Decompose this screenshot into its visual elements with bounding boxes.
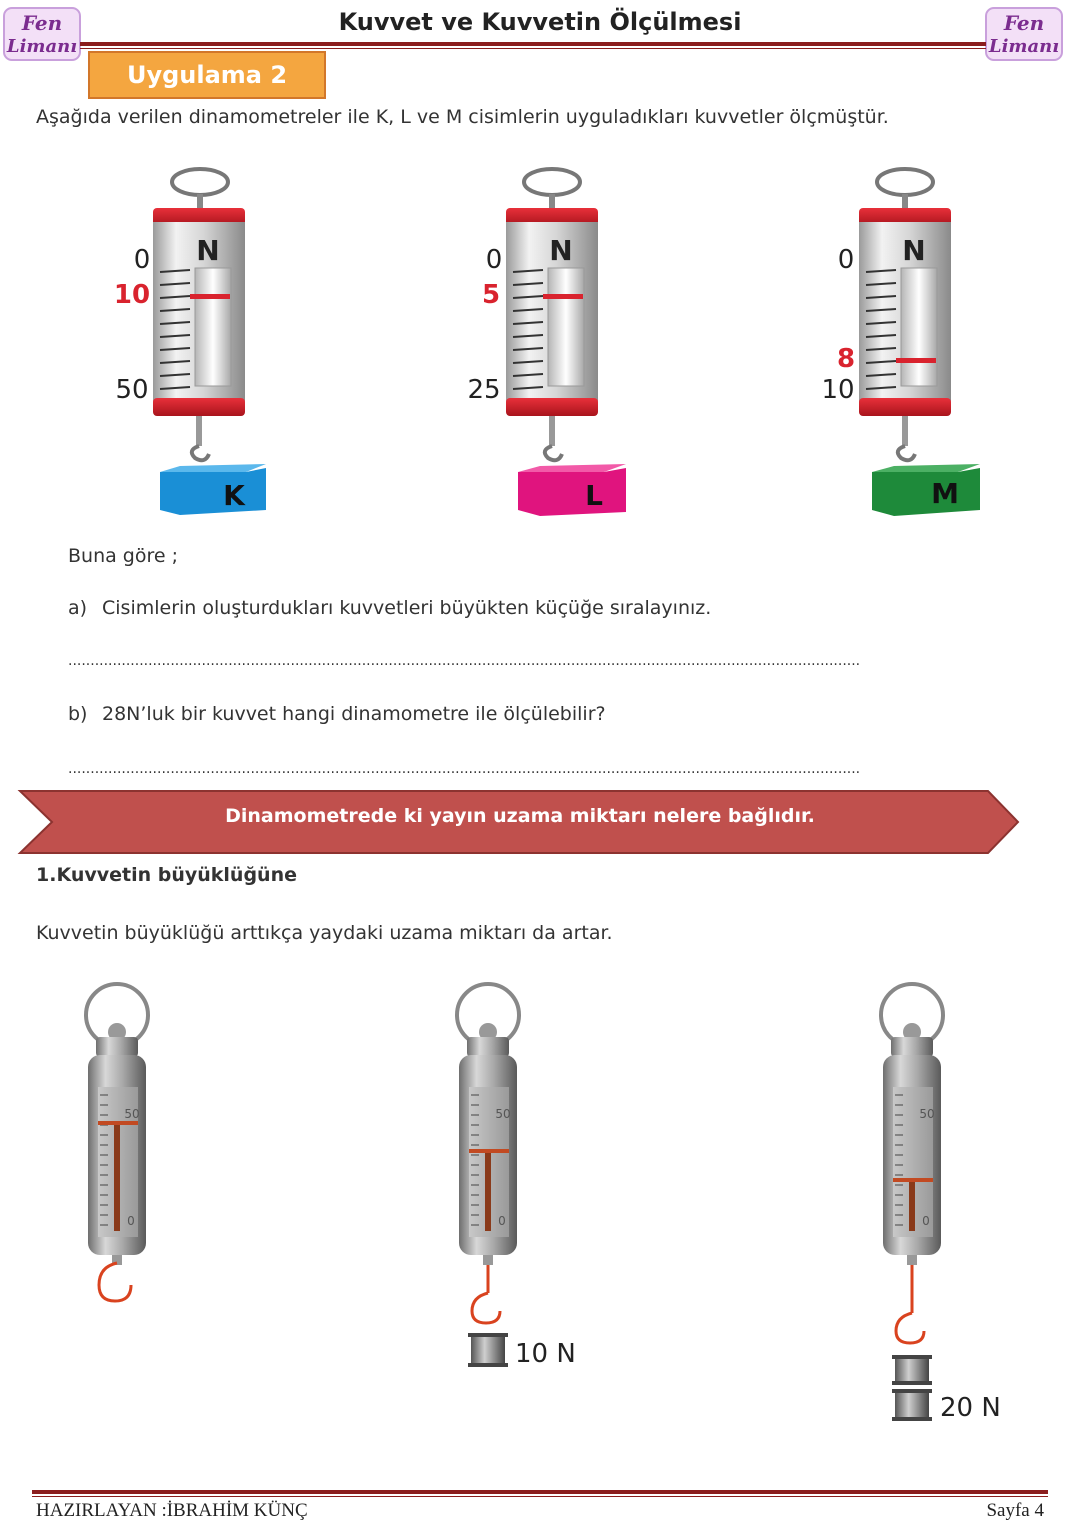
banner-text: Dinamometrede ki yayın uzama miktarı nelere bağlıdır. <box>225 805 815 827</box>
svg-text:K: K <box>223 479 245 512</box>
svg-text:0: 0 <box>498 1214 506 1228</box>
footer-rule-thin <box>32 1496 1048 1497</box>
svg-text:0: 0 <box>485 245 503 275</box>
dynamometer-l <box>467 169 626 516</box>
weight-20n-top <box>895 1357 929 1383</box>
spring-scales-figure <box>0 975 1080 1435</box>
svg-text:L: L <box>585 479 603 512</box>
page-number: Sayfa 4 <box>986 1500 1044 1521</box>
dynamometer-k <box>114 169 266 515</box>
fen-limani-logo-right <box>984 4 1064 64</box>
answer-line-a[interactable]: .................................................................................................................................................................................. <box>68 653 861 669</box>
svg-text:M: M <box>931 477 959 510</box>
svg-text:5: 5 <box>481 280 501 310</box>
svg-text:10: 10 <box>821 375 855 405</box>
svg-text:10 N: 10 N <box>515 1339 576 1369</box>
indicator-m <box>896 358 936 363</box>
svg-text:N: N <box>196 234 220 267</box>
indicator-k <box>190 294 230 299</box>
spring-scale-10n <box>457 984 576 1369</box>
footer-rule <box>32 1490 1048 1494</box>
section-text: Kuvvetin büyüklüğü arttıkça yaydaki uzama miktarı da artar. <box>36 922 613 944</box>
question-a-text: Cisimlerin oluşturdukları kuvvetleri büyükten küçüğe sıralayınız. <box>102 597 712 619</box>
dynamometers-figure <box>0 150 1080 530</box>
header-rule-thin <box>80 48 986 49</box>
svg-text:20 N: 20 N <box>940 1393 1001 1423</box>
svg-text:50: 50 <box>115 375 149 405</box>
exercise-badge: Uygulama 2 <box>88 51 326 99</box>
spring-scale-empty <box>86 984 148 1301</box>
svg-text:25: 25 <box>467 375 501 405</box>
svg-text:10: 10 <box>113 280 151 310</box>
svg-text:0: 0 <box>133 245 151 275</box>
svg-text:Fen: Fen <box>21 11 63 35</box>
svg-text:0: 0 <box>837 245 855 275</box>
svg-text:Fen: Fen <box>1003 11 1045 35</box>
header-rule <box>80 42 986 46</box>
svg-text:8: 8 <box>836 344 856 374</box>
svg-text:Limanı: Limanı <box>6 36 78 57</box>
svg-text:N: N <box>549 234 573 267</box>
svg-text:50: 50 <box>495 1107 511 1121</box>
svg-text:N: N <box>902 234 926 267</box>
weight-10n <box>471 1335 505 1365</box>
question-b-text: 28N’luk bir kuvvet hangi dinamometre ile ölçülebilir? <box>102 703 606 725</box>
question-b <box>68 703 606 725</box>
answer-line-b[interactable]: .................................................................................................................................................................................. <box>68 761 861 777</box>
svg-text:50: 50 <box>919 1107 935 1121</box>
weight-20n-bottom <box>895 1391 929 1419</box>
svg-text:0: 0 <box>127 1214 135 1228</box>
svg-text:0: 0 <box>922 1214 930 1228</box>
buna-gore-text: Buna göre ; <box>68 545 179 567</box>
spring-scale-20n <box>881 984 1001 1423</box>
svg-text:50: 50 <box>124 1107 140 1121</box>
question-a-label: a) <box>68 597 88 619</box>
svg-text:Limanı: Limanı <box>988 36 1060 57</box>
page-title: Kuvvet ve Kuvvetin Ölçülmesi <box>338 8 742 36</box>
indicator-l <box>543 294 583 299</box>
intro-text: Aşağıda verilen dinamometreler ile K, L ve M cisimlerin uyguladıkları kuvvetler ölçmüştür. <box>36 106 889 128</box>
author-credit: HAZIRLAYAN :İBRAHİM KÜNÇ <box>36 1500 308 1521</box>
section-heading: 1.Kuvvetin büyüklüğüne <box>36 864 297 886</box>
question-b-label: b) <box>68 703 88 725</box>
dynamometer-m <box>821 169 980 516</box>
question-a <box>68 597 711 619</box>
